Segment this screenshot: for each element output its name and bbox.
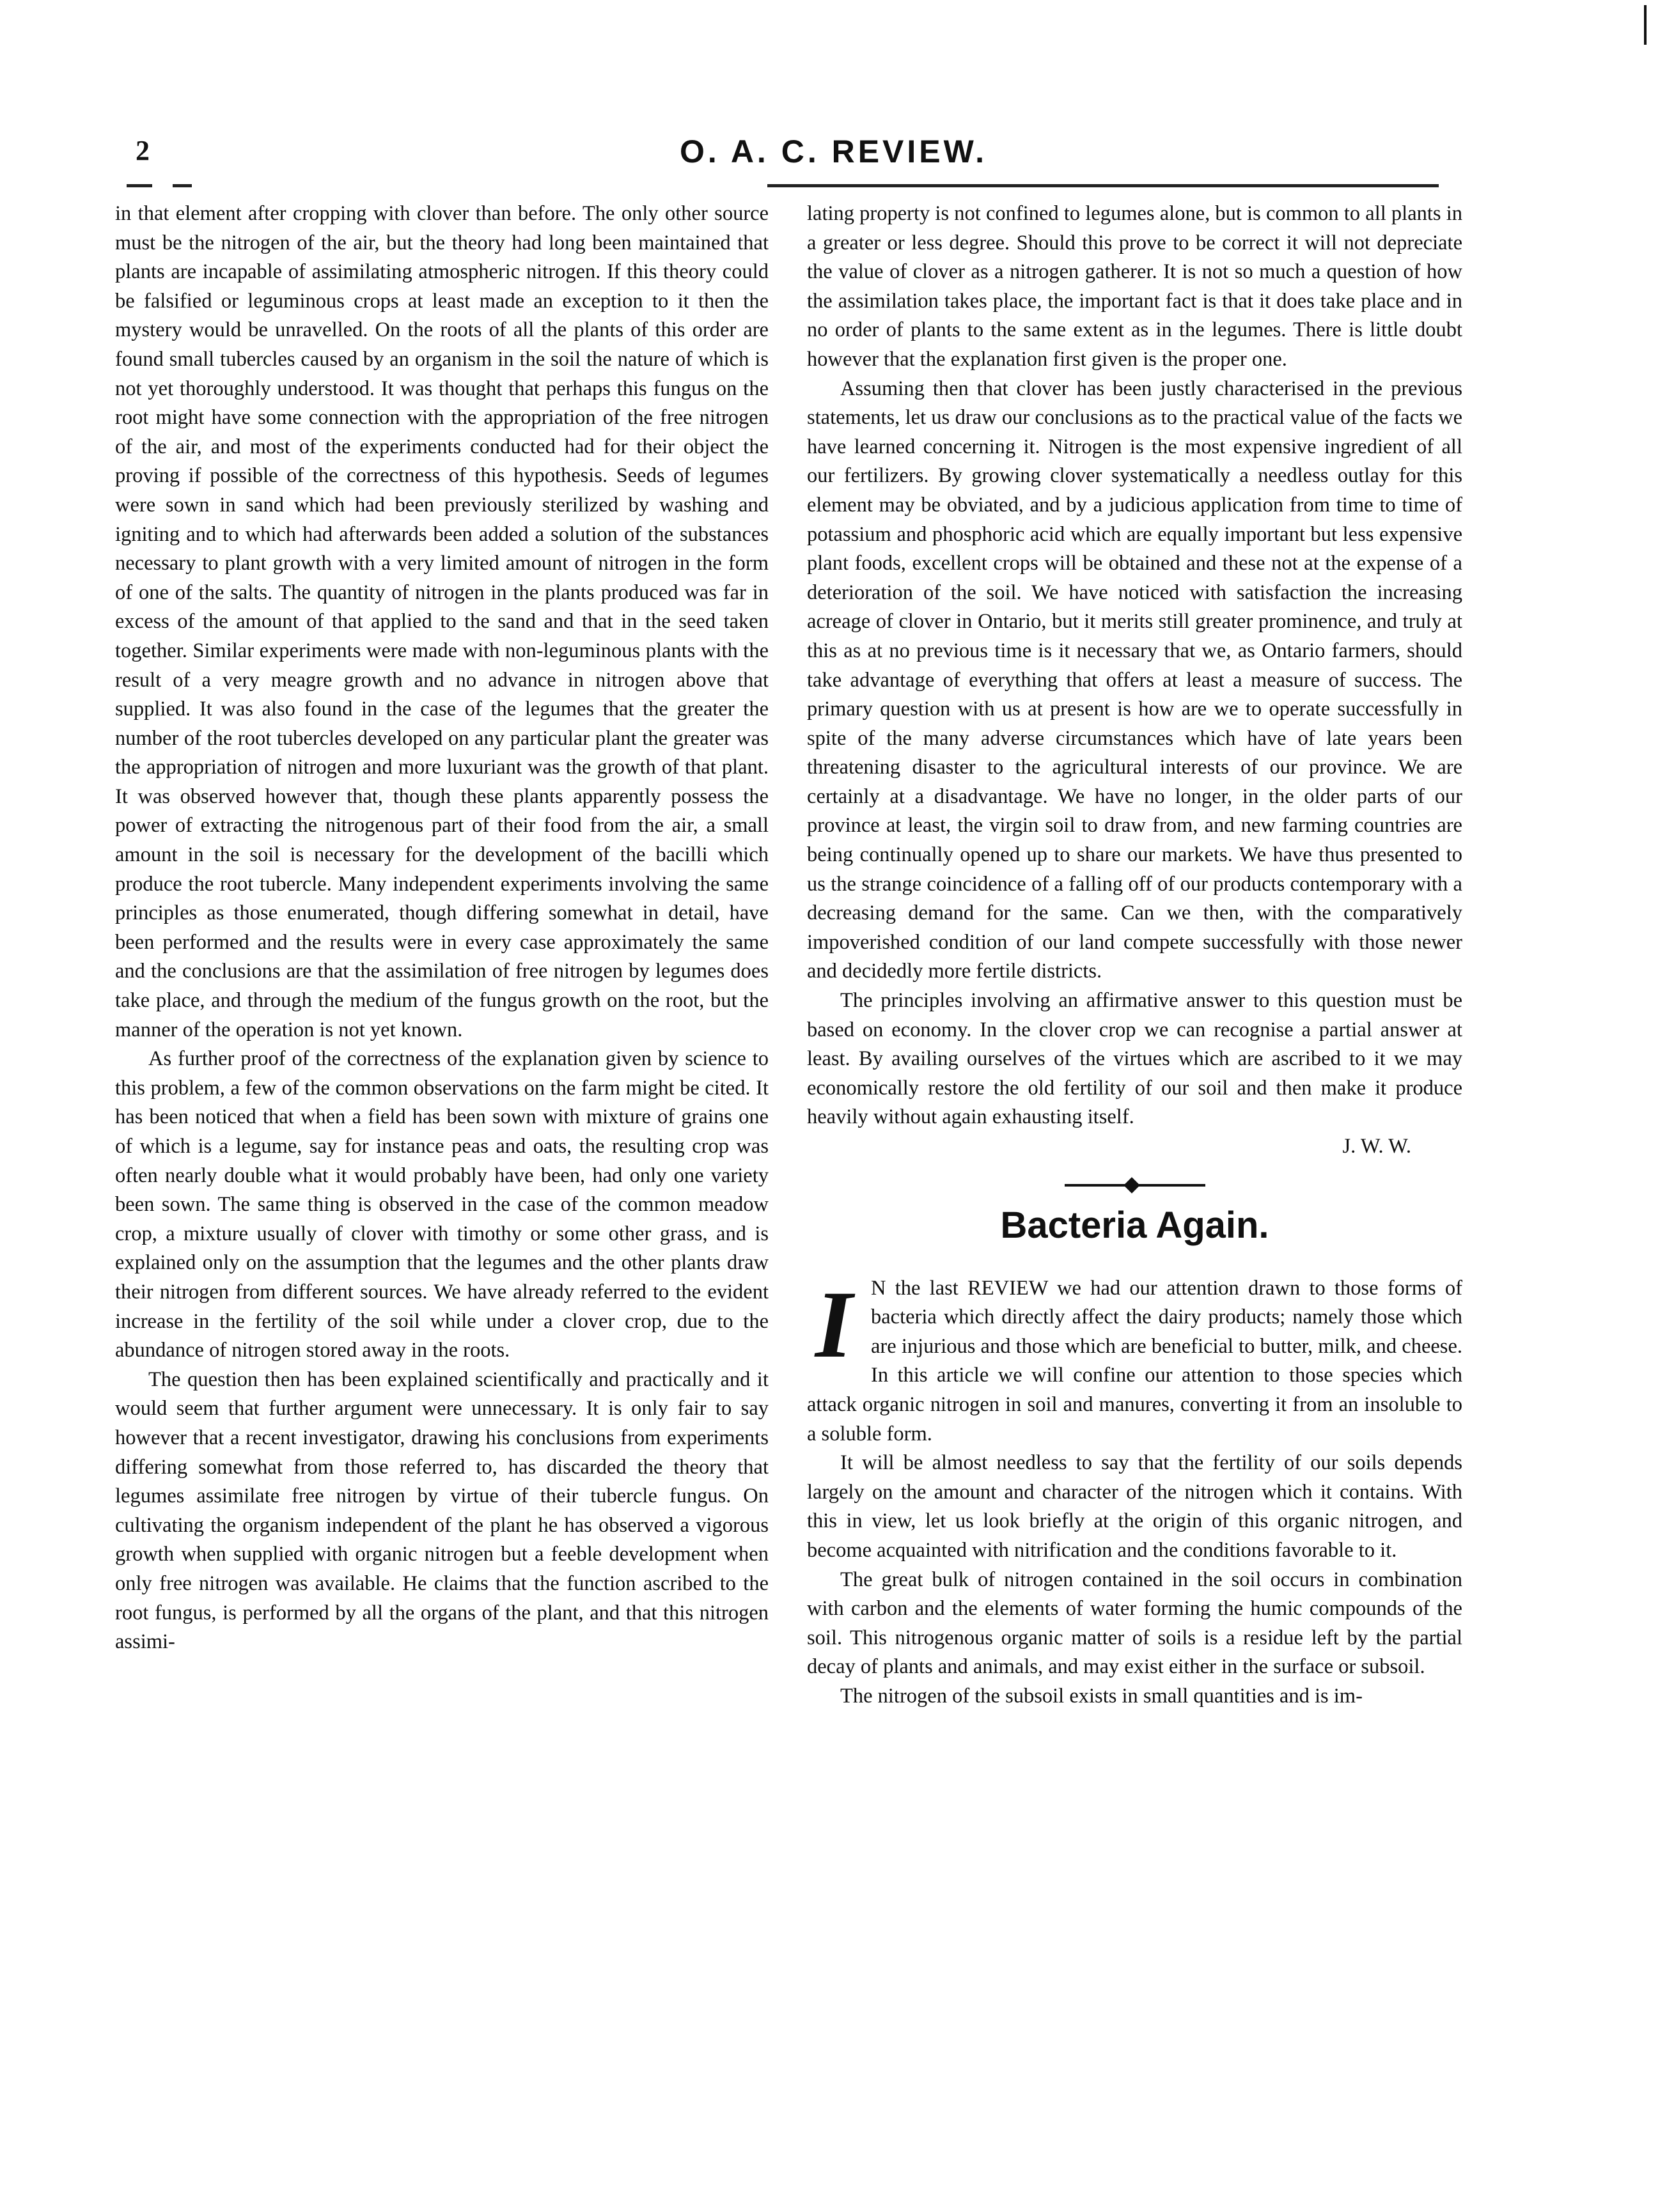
paragraph: As further proof of the correctness of the explanation given by science to this problem, a few of the common observations on the farm might be cited. It has been noticed that when a field has been sown with mixture of grains one of which is a legume, say for instance peas and oats, the resulting crop was often nearly double what it would probably have been, had only one variety been sown. The same thing is observed in the case of the common meadow crop, a mixture usually of clover with timothy or some other grass, and is explained only on the assumption that the legumes and the other plants draw their nitrogen from different sources. We have already referred to the evident increase in the fertility of the soil while under a clover crop, due to the abundance of nitrogen stored away in the roots. — [115, 1047, 769, 1362]
paragraph-text: N the last REVIEW we had our attention drawn to those forms of bacteria which directly affect the dairy products; namely those which are injurious and those which are beneficial to butter, milk, and cheese. In this article we will confine our attention to those species which attack organic nitrogen in soil and manures, converting it from an insoluble to a soluble form. — [807, 1276, 1462, 1445]
page-number: 2 — [136, 135, 150, 166]
right-column — [807, 199, 1462, 1711]
section-divider-ornament — [1065, 1181, 1205, 1190]
left-column — [115, 199, 769, 1657]
page-edge-mark — [1644, 5, 1647, 45]
paragraph: lating property is not confined to legumes alone, but is common to all plants in a greater or less degree. Should this prove to be correct it will not depreciate the value of clover as a nitrogen gatherer. It is not so much a question of how the assimilation takes place, the important fact is that it does take place and in no order of plants to the same extent as in the legumes. There is little doubt however that the explanation first given is the proper one. — [807, 202, 1462, 371]
running-head-title: O. A. C. REVIEW. — [680, 134, 987, 169]
article-title: Bacteria Again. — [1000, 1204, 1269, 1246]
drop-cap: I — [815, 1271, 853, 1378]
author-signature: J. W. W. — [1342, 1135, 1411, 1158]
divider-diamond-icon — [1123, 1177, 1139, 1193]
paragraph — [807, 1271, 1462, 1449]
paragraph: The nitrogen of the subsoil exists in small quantities and is im- — [840, 1684, 1363, 1708]
header-rule-segment — [173, 184, 192, 187]
header-rule — [767, 184, 1439, 187]
paragraph: in that element after cropping with clover than before. The only other source must be the nitrogen of the air, but the theory had long been maintained that plants are incapable of assimilating atmospheric nitrogen. If this theory could be falsified or leguminous crops at least made an exception to it then the mystery would be unravelled. On the roots of all the plants of this order are found small tubercles caused by an organism in the soil the nature of which is not yet thoroughly understood. It was thought that perhaps this fungus on the root might have some connection with the appropriation of the free nitrogen of the air, and most of the experiments conducted had for their object the proving if possible of the correctness of this hypothesis. Seeds of legumes were sown in sand which had been previously sterilized by washing and igniting and to which had afterwards been added a solution of the substances necessary to plant growth with a very limited amount of nitrogen in the form of one of the salts. The quantity of nitrogen in the plants produced was far in excess of the amount of that applied to the sand and that in the seed taken together. Similar experiments were made with non-leguminous plants with the result of a very meagre growth and no advance in nitrogen above that supplied. It was also found in the case of the legumes that the greater the number of the root tubercles developed on any particular plant the greater was the appropriation of nitrogen and more luxuriant was the growth of that plant. It was observed however that, though these plants apparently possess the power of extracting the nitrogenous part of their food from the air, a small amount in the soil is necessary for the development of the bacilli which produce the root tubercle. Many independent experiments involving the same principles as those enumerated, though differing somewhat in detail, have been performed and the results were in every case approximately the same and the conclusions are that the assimilation of free nitrogen by legumes does take place, and through the medium of the fungus growth on the root, but the manner of the operation is not yet known. — [115, 202, 769, 1041]
paragraph: It will be almost needless to say that the fertility of our soils depends largely on the amount and character of the nitrogen which it contains. With this in view, let us look briefly at the origin of this organic nitrogen, and become acquainted with nitrification and the conditions favorable to it. — [807, 1451, 1462, 1562]
paragraph: The question then has been explained scientifically and practically and it would seem that further argument were unnecessary. It is only fair to say however that a recent investigator, drawing his conclusions from experiments differing somewhat from those referred to, has discarded the theory that legumes assimilate free nitrogen by virtue of their tubercle fungus. On cultivating the organism independent of the plant he has observed a vigorous growth when supplied with organic nitrogen but a feeble development when only free nitrogen was available. He claims that the function ascribed to the root fungus, is performed by all the organs of the plant, and that this nitrogen assimi- — [115, 1367, 769, 1654]
header-rule-segment — [127, 184, 152, 187]
paragraph: The great bulk of nitrogen contained in the soil occurs in combination with carbon and the elements of water forming the humic compounds of the soil. This nitrogenous organic matter of soils is a residue left by the partial decay of plants and animals, and may exist either in the surface or subsoil. — [807, 1568, 1462, 1679]
paragraph: Assuming then that clover has been justly characterised in the previous statements, let us draw our conclusions as to the practical value of the facts we have learned concerning it. Nitrogen is the most expensive ingredient of all our fertilizers. By growing clover systematically a needless outlay for this element may be obviated, and by a judicious application from time to time of potassium and phosphoric acid which are equally important but less expensive plant foods, excellent crops will be obtained and these not at the expense of a deterioration of the soil. We have noticed with satisfaction the increasing acreage of clover in Ontario, but it merits still greater prominence, and truly at this as at no previous time is it necessary that we, as Ontario farmers, should take advantage of everything that offers at least a measure of success. The primary question with us at present is how are we to operate successfully in spite of the many adverse circumstances which have of late years been threatening disaster to the agricultural interests of our province. We are certainly at a disadvantage. We have no longer, in the older parts of our province at least, the virgin soil to draw from, and new farming countries are being continually opened up to share our markets. We have thus presented to us the strange coincidence of a falling off of our products contemporary with a decreasing demand for the same. Can we then, with the comparatively impoverished condition of our land compete successfully with those newer and decidedly more fertile districts. — [807, 377, 1462, 983]
paragraph: The principles involving an affirmative answer to this question must be based on economy. In the clover crop we can recognise a partial answer at least. By availing ourselves of the virtues which are ascribed to it we may economically restore the old fertility of our soil and then make it produce heavily without again exhausting itself. — [807, 989, 1462, 1129]
